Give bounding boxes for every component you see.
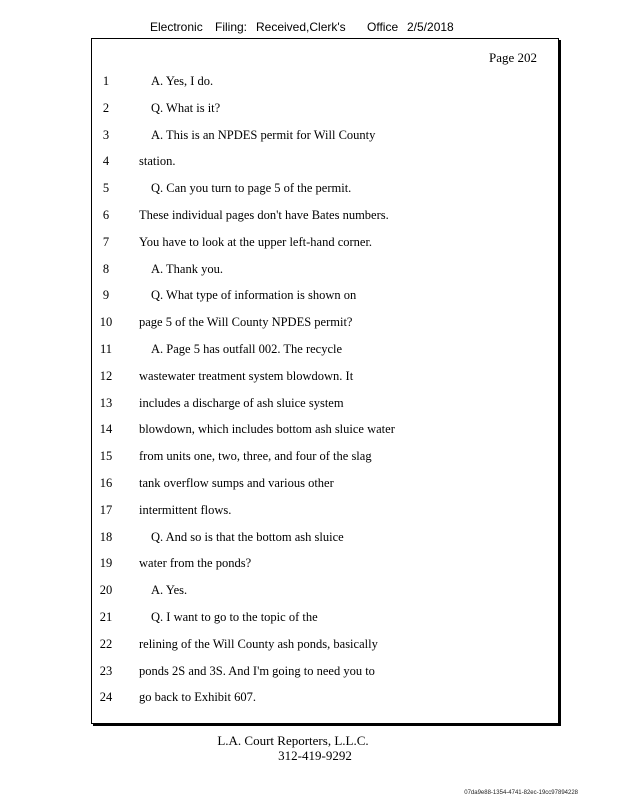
- transcript-line: [92, 235, 558, 255]
- line-number: 22: [99, 636, 113, 651]
- transcript-line: [92, 503, 558, 523]
- line-number: 9: [102, 288, 110, 303]
- line-text: intermittent flows.: [139, 502, 232, 517]
- transcript-line: [92, 422, 558, 442]
- line-number: 15: [99, 449, 113, 464]
- line-number: 13: [99, 395, 113, 410]
- line-text: These individual pages don't have Bates numbers.: [139, 208, 389, 222]
- transcript-line: [92, 664, 558, 684]
- header-electronic: Electronic: [150, 20, 203, 34]
- line-text: A. Thank you.: [151, 261, 223, 276]
- line-text: Q. What type of information is shown on: [151, 288, 357, 303]
- line-number: 5: [102, 181, 110, 196]
- header-office: Office: [367, 20, 399, 34]
- transcript-line: [92, 449, 558, 469]
- line-number: 19: [99, 556, 113, 571]
- line-text: page 5 of the Will County NPDES permit?: [139, 315, 353, 330]
- line-number: 2: [102, 100, 110, 115]
- line-number: 1: [102, 74, 110, 88]
- transcript-line: [92, 315, 558, 335]
- line-text: A. Page 5 has outfall 002. The recycle: [151, 342, 343, 356]
- line-text: includes a discharge of ash sluice system: [139, 395, 344, 410]
- line-number: 12: [99, 368, 113, 383]
- transcript-line: [92, 369, 558, 389]
- line-text: Q. I want to go to the topic of the: [151, 610, 318, 624]
- transcript-line: [92, 610, 558, 630]
- line-text: Q. And so is that the bottom ash sluice: [151, 529, 344, 544]
- line-number: 4: [102, 154, 110, 169]
- transcript-line: [92, 181, 558, 201]
- line-number: 11: [99, 342, 113, 356]
- line-number: 3: [102, 127, 110, 142]
- line-text: wastewater treatment system blowdown. It: [139, 368, 354, 383]
- header-filing: Filing:: [215, 20, 248, 34]
- transcript-line: [92, 476, 558, 496]
- header-received: Received,Clerk's: [256, 20, 346, 34]
- transcript-line: [92, 396, 558, 416]
- transcript-line: [92, 288, 558, 308]
- line-text: A. Yes, I do.: [151, 74, 214, 88]
- transcript-line: [92, 262, 558, 282]
- document-id: 07da9e88-1354-4741-82ec-19cc97894228: [464, 790, 578, 796]
- transcript-line: [92, 154, 558, 174]
- line-number: 7: [102, 234, 110, 249]
- transcript-line: [92, 74, 558, 94]
- transcript-line: [92, 556, 558, 576]
- line-text: A. This is an NPDES permit for Will County: [151, 127, 376, 142]
- line-number: 8: [102, 261, 110, 276]
- line-text: Q. What is it?: [151, 100, 221, 115]
- transcript-line: [92, 637, 558, 657]
- line-text: water from the ponds?: [139, 556, 252, 571]
- line-text: go back to Exhibit 607.: [139, 690, 256, 705]
- filing-stamp-header: [0, 20, 618, 38]
- transcript-page-frame: [91, 38, 559, 724]
- header-date: 2/5/2018: [407, 20, 454, 34]
- line-number: 6: [102, 208, 110, 222]
- transcript-line: [92, 530, 558, 550]
- line-text: A. Yes.: [151, 583, 188, 598]
- line-number: 18: [99, 529, 113, 544]
- line-number: 23: [99, 663, 113, 678]
- line-number: 16: [99, 476, 113, 490]
- line-number: 10: [99, 315, 113, 330]
- line-text: blowdown, which includes bottom ash sluice water: [139, 422, 395, 437]
- line-text: ponds 2S and 3S. And I'm going to need you to: [139, 663, 375, 678]
- line-number: 20: [99, 583, 113, 598]
- line-number: 24: [99, 690, 113, 705]
- line-text: from units one, two, three, and four of the slag: [139, 449, 372, 464]
- transcript-line: [92, 128, 558, 148]
- line-number: 14: [99, 422, 113, 437]
- transcript-line: [92, 208, 558, 228]
- footer-phone: 312-419-9292: [278, 748, 352, 763]
- page-number: Page 202: [488, 50, 537, 65]
- line-text: tank overflow sumps and various other: [139, 476, 334, 490]
- line-number: 21: [99, 610, 113, 624]
- transcript-line: [92, 101, 558, 121]
- line-text: relining of the Will County ash ponds, basically: [139, 636, 378, 651]
- line-number: 17: [99, 502, 113, 517]
- line-text: Q. Can you turn to page 5 of the permit.: [151, 181, 352, 196]
- line-text: You have to look at the upper left-hand corner.: [139, 234, 373, 249]
- footer-reporter: L.A. Court Reporters, L.L.C.: [217, 733, 369, 748]
- line-text: station.: [139, 154, 176, 169]
- transcript-line: [92, 690, 558, 710]
- transcript-line: [92, 583, 558, 603]
- transcript-line: [92, 342, 558, 362]
